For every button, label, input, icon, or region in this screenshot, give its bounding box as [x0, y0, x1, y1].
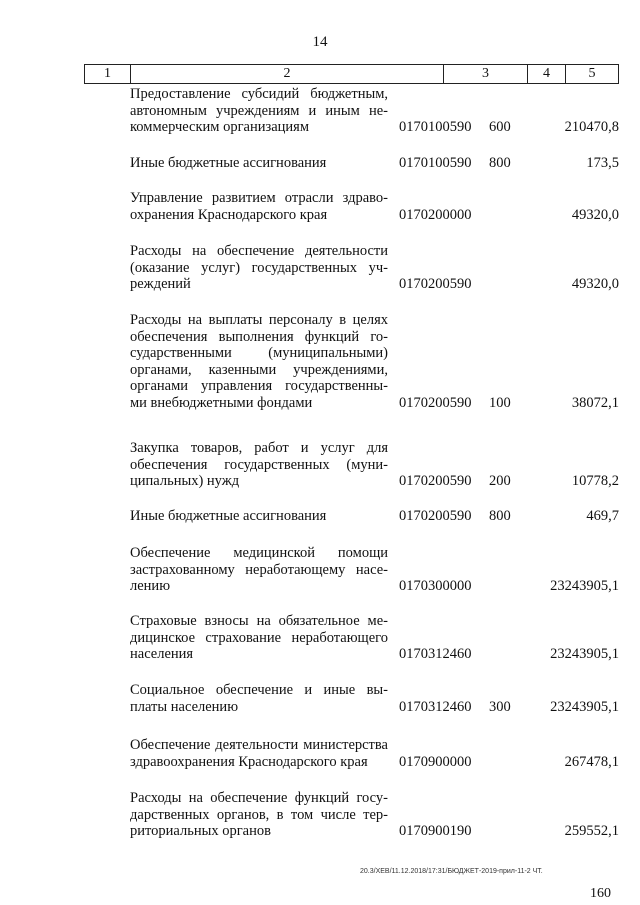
description-line: дицинское страхование неработающего — [130, 629, 388, 646]
table-row — [84, 312, 619, 411]
description-line: Иные бюджетные ассигнования — [130, 155, 327, 171]
description-line: лению — [130, 578, 171, 594]
row-description — [130, 243, 388, 293]
description-line: коммерческим организациям — [130, 119, 310, 135]
description-line: населения — [130, 646, 194, 662]
row-amount: 469,7 — [586, 508, 619, 524]
row-amount: 259552,1 — [564, 823, 619, 839]
header-col-3: 3 — [444, 65, 528, 83]
description-line: риториальных органов — [130, 823, 271, 839]
description-line: Закупка товаров, работ и услуг для — [130, 440, 388, 456]
row-code: 0170300000 — [399, 578, 472, 594]
row-amount: 10778,2 — [571, 473, 619, 489]
row-amount: 38072,1 — [571, 394, 619, 411]
row-code: 0170312460 — [399, 698, 472, 715]
row-code: 0170200590 — [399, 276, 472, 292]
row-amount: 23243905,1 — [550, 646, 619, 662]
description-line: Предоставление субсидий бюджетным, — [130, 86, 388, 102]
row-expense-type: 200 — [489, 473, 511, 489]
description-line: Обеспечение медицинской помощи — [130, 545, 388, 561]
row-description — [130, 312, 388, 411]
description-line: автономным учреждениям и иным не- — [130, 102, 388, 119]
description-line: платы населению — [130, 698, 239, 715]
row-description — [130, 190, 388, 223]
row-code: 0170200590 — [399, 508, 472, 524]
row-code: 0170900000 — [399, 753, 472, 770]
description-line: дарственных органов, в том числе тер- — [130, 806, 388, 823]
description-line: реждений — [130, 276, 191, 292]
row-description — [130, 86, 388, 136]
row-amount: 23243905,1 — [550, 698, 619, 715]
description-line: (оказание услуг) государственных уч- — [130, 259, 388, 276]
row-code: 0170200590 — [399, 394, 472, 411]
row-description — [130, 790, 388, 840]
bottom-page-number: 160 — [590, 886, 611, 901]
table-row — [84, 613, 619, 663]
table-row — [84, 155, 619, 172]
row-expense-type: 800 — [489, 508, 511, 524]
page-number: 14 — [312, 34, 328, 50]
description-line: охранения Краснодарского края — [130, 206, 328, 223]
table-row — [84, 440, 619, 490]
description-line: ми внебюджетными фондами — [130, 394, 313, 411]
table-header — [84, 64, 619, 84]
row-code: 0170100590 — [399, 119, 472, 135]
table-row — [84, 508, 619, 525]
description-line: Расходы на обеспечение функций госу- — [130, 790, 388, 806]
description-line: Обеспечение деятельности министерства — [130, 737, 388, 753]
description-line: органами управления государственны- — [130, 378, 388, 394]
row-description — [130, 155, 388, 172]
row-expense-type: 300 — [489, 698, 511, 715]
row-amount: 49320,0 — [571, 206, 619, 223]
table-row — [84, 243, 619, 293]
row-description — [130, 508, 388, 525]
row-amount: 210470,8 — [564, 119, 619, 135]
description-line: Управление развитием отрасли здраво- — [130, 190, 388, 206]
row-description — [130, 613, 388, 663]
table-row — [84, 790, 619, 840]
row-code: 0170100590 — [399, 155, 472, 171]
row-expense-type: 100 — [489, 394, 511, 411]
row-amount: 49320,0 — [571, 276, 619, 292]
row-description — [130, 737, 388, 770]
footer-note: 20.3/XEB/11.12.2018/17:31/БЮДЖЕТ-2019-прил-11-2 ЧТ. — [360, 868, 543, 875]
description-line: Расходы на обеспечение деятельности — [130, 243, 388, 259]
description-line: Страховые взносы на обязательное ме- — [130, 613, 388, 629]
row-amount: 173,5 — [586, 155, 619, 171]
header-col-5: 5 — [588, 66, 596, 81]
table-row — [84, 682, 619, 715]
row-description — [130, 545, 388, 595]
description-line: застрахованному неработающему насе- — [130, 561, 388, 578]
row-amount: 267478,1 — [564, 753, 619, 770]
row-expense-type: 600 — [489, 119, 511, 135]
description-line: Социальное обеспечение и иные вы- — [130, 682, 388, 698]
row-code: 0170312460 — [399, 646, 472, 662]
header-col-4: 4 — [528, 65, 566, 83]
row-code: 0170900190 — [399, 823, 472, 839]
row-expense-type: 800 — [489, 155, 511, 171]
table-row — [84, 545, 619, 595]
description-line: обеспечения государственных (муни- — [130, 456, 388, 473]
description-line: сударственными (муниципальными) — [130, 345, 388, 361]
description-line: органами, казенными учреждениями, — [130, 361, 388, 378]
description-line: обеспечения выполнения функций го- — [130, 328, 388, 345]
description-line: здравоохранения Краснодарского края — [130, 753, 368, 770]
table-row — [84, 86, 619, 136]
row-amount: 23243905,1 — [550, 578, 619, 594]
header-col-2: 2 — [131, 65, 444, 83]
description-line: Расходы на выплаты персоналу в целях — [130, 312, 388, 328]
table-row — [84, 190, 619, 223]
header-col-1: 1 — [85, 65, 131, 83]
row-description — [130, 440, 388, 490]
row-code: 0170200000 — [399, 206, 472, 223]
description-line: ципальных) нужд — [130, 473, 240, 489]
table-row — [84, 737, 619, 770]
row-code: 0170200590 — [399, 473, 472, 489]
description-line: Иные бюджетные ассигнования — [130, 508, 327, 524]
row-description — [130, 682, 388, 715]
